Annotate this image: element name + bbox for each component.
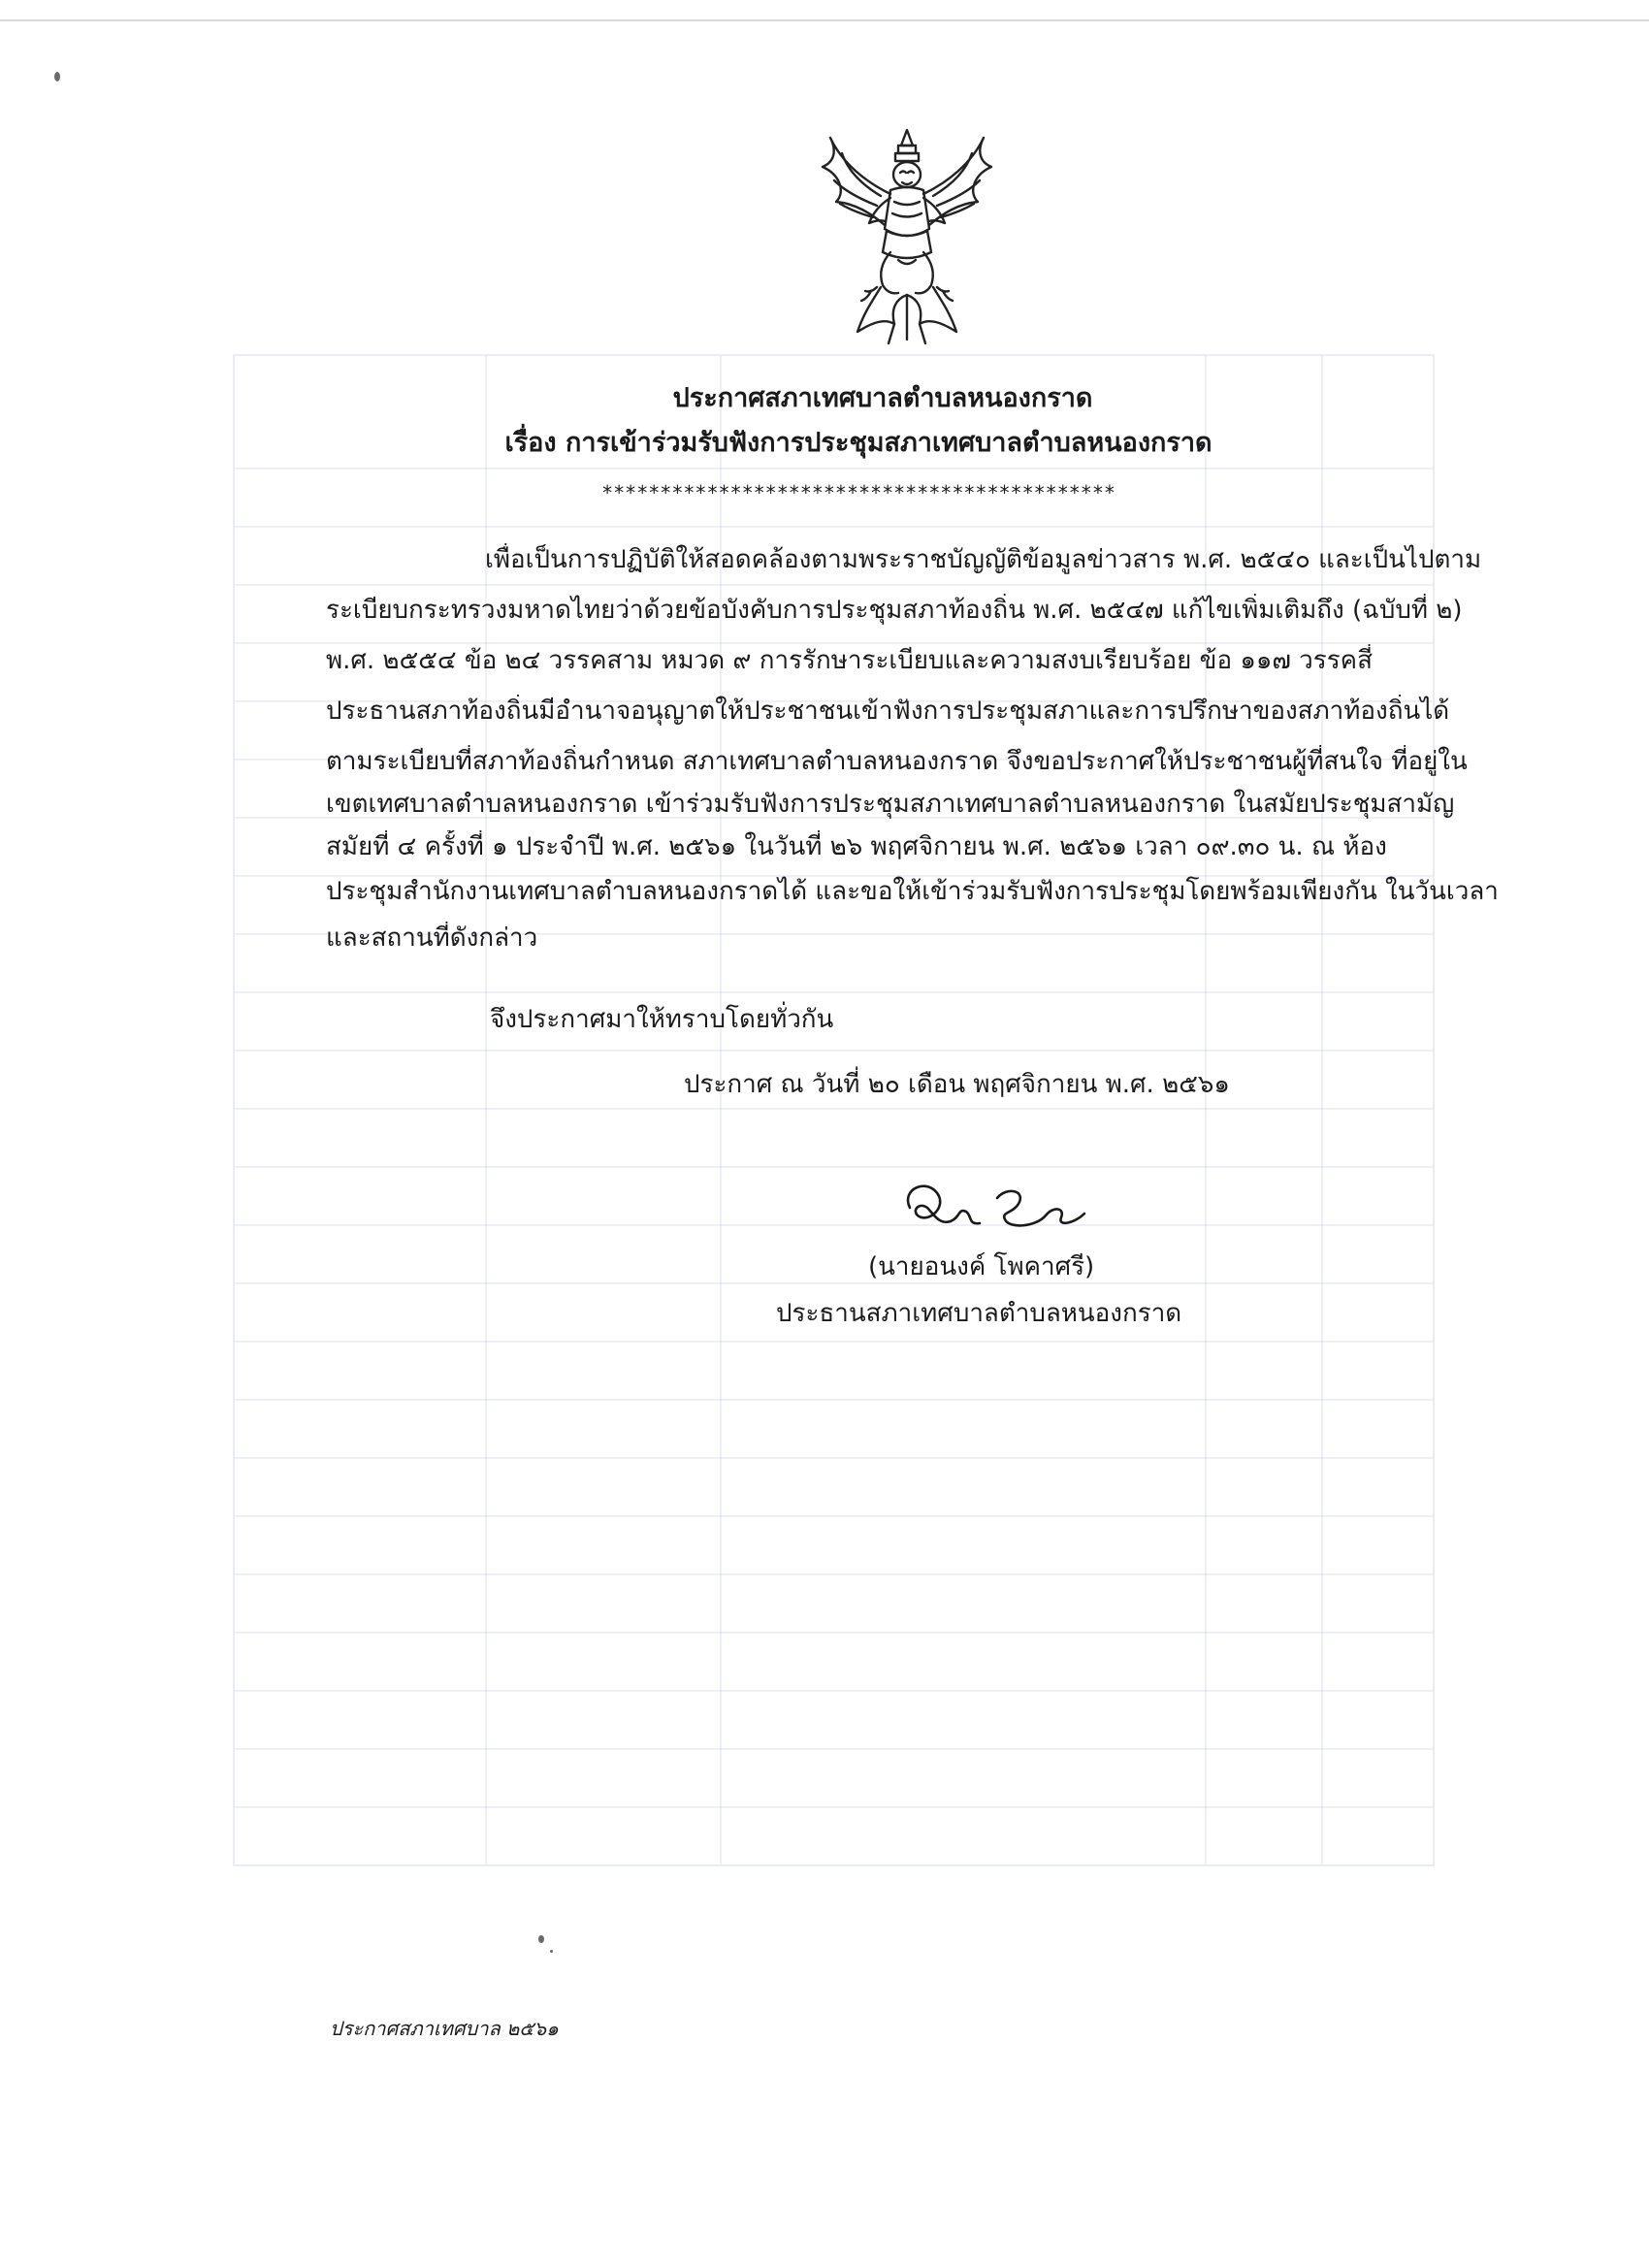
body-line: เขตเทศบาลตำบลหนองกราด เข้าร่วมรับฟังการประชุมสภาเทศบาลตำบลหนองกราด ในสมัยประชุมสามัญ: [326, 790, 1455, 819]
separator-line: ********************************************: [601, 481, 1116, 504]
body-line: เพื่อเป็นการปฏิบัติให้สอดคล้องตามพระราชบัญญัติข้อมูลข่าวสาร พ.ศ. ๒๕๔๐ และเป็นไปตาม: [485, 545, 1482, 574]
body-line: พ.ศ. ๒๕๕๔ ข้อ ๒๔ วรรคสาม หมวด ๙ การรักษาระเบียบและความสงบเรียบร้อย ข้อ ๑๑๗ วรรคสี่: [326, 646, 1373, 675]
signer-name: (นายอนงค์ โพคาศรี): [868, 1252, 1095, 1281]
scan-edge: [0, 19, 1649, 21]
announcement-title: ประกาศสภาเทศบาลตำบลหนองกราด: [672, 383, 1093, 413]
closing-announce: จึงประกาศมาให้ทราบโดยทั่วกัน: [490, 1005, 834, 1034]
announcement-date: ประกาศ ณ วันที่ ๒๐ เดือน พฤศจิกายน พ.ศ. ๒๕๖๑: [684, 1070, 1230, 1099]
body-line: ประชุมสำนักงานเทศบาลตำบลหนองกราดได้ และขอให้เข้าร่วมรับฟังการประชุมโดยพร้อมเพียงกัน ในวันเวลา: [326, 877, 1499, 906]
body-line: ตามระเบียบที่สภาท้องถิ่นกำหนด สภาเทศบาลตำบลหนองกราด จึงขอประกาศให้ประชาชนผู้ที่สนใจ ที่อยู่ใน: [326, 747, 1468, 776]
scan-speck: [550, 1950, 553, 1953]
body-line: สมัยที่ ๔ ครั้งที่ ๑ ประจำปี พ.ศ. ๒๕๖๑ ในวันที่ ๒๖ พฤศจิกายน พ.ศ. ๒๕๖๑ เวลา ๐๙.๓๐ น. ณ ห้อง: [326, 832, 1387, 861]
signature: [890, 1169, 1123, 1256]
announcement-subject: เรื่อง การเข้าร่วมรับฟังการประชุมสภาเทศบาลตำบลหนองกราด: [504, 428, 1212, 458]
scan-speck: [54, 72, 60, 81]
garuda-emblem-icon: [813, 124, 1001, 351]
bleed-through-table: [233, 354, 1435, 1866]
signer-title: ประธานสภาเทศบาลตำบลหนองกราด: [776, 1299, 1182, 1328]
body-line: และสถานที่ดังกล่าว: [326, 923, 538, 953]
body-line: ระเบียบกระทรวงมหาดไทยว่าด้วยข้อบังคับการประชุมสภาท้องถิ่น พ.ศ. ๒๕๔๗ แก้ไขเพิ่มเติมถึง (ฉบับที่ ๒): [326, 596, 1463, 625]
scan-speck: [538, 1935, 544, 1943]
body-line: ประธานสภาท้องถิ่นมีอำนาจอนุญาตให้ประชาชนเข้าฟังการประชุมสภาและการปรึกษาของสภาท้องถิ่นได้: [326, 697, 1450, 726]
footer-note: ประกาศสภาเทศบาล ๒๕๖๑: [330, 2017, 559, 2040]
